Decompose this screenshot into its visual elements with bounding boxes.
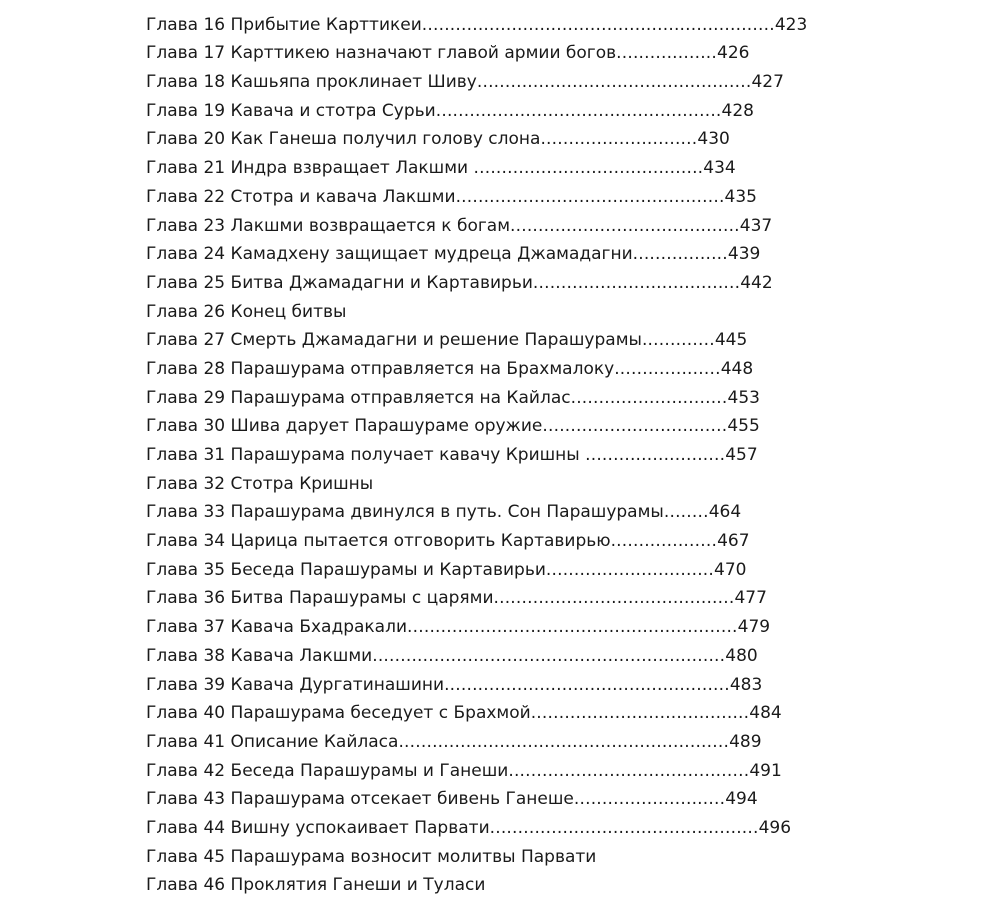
toc-entry-page: 470 [714, 559, 747, 580]
toc-entry [146, 785, 946, 814]
toc-entry [146, 441, 946, 470]
toc-entry-title: Глава 39 Кавача Дургатинашини [146, 674, 445, 695]
toc-entry-page: 430 [697, 129, 730, 150]
toc-entry [146, 269, 946, 298]
toc-entry [146, 384, 946, 413]
toc-entry-page: 457 [725, 445, 758, 465]
toc-entry-page: 448 [720, 358, 754, 379]
toc-entry-title: Глава 16 Прибытие Карттикеи [146, 14, 422, 35]
toc-entry [146, 326, 946, 355]
toc-entry [146, 498, 946, 527]
toc-entry-title: Глава 37 Кавача Бхадракали [146, 617, 408, 638]
toc-entry-page: 428 [721, 100, 754, 121]
toc-entry-leader: ........................................................... [407, 617, 738, 638]
toc-entry-title: Глава 31 Парашурама получает кавачу Кришны [146, 445, 586, 465]
toc-entry-page: 442 [740, 272, 773, 293]
toc-entry [146, 728, 946, 757]
toc-entry-title: Глава 27 Смерть Джамадагни и решение Парашурамы [146, 330, 642, 351]
toc-entry-leader: ................................................... [435, 100, 722, 121]
toc-entry [146, 97, 946, 126]
toc-entry-title: Глава 19 Кавача и стотра Сурьи [146, 100, 436, 121]
table-of-contents [146, 0, 946, 900]
toc-entry-leader: ................................................. [476, 72, 752, 93]
toc-entry [146, 11, 946, 40]
toc-entry-page: 437 [739, 215, 773, 236]
toc-entry-leader: ................................................ [489, 817, 759, 838]
toc-entry [146, 527, 946, 556]
toc-entry [146, 584, 946, 613]
toc-entry-leader: ................................................... [444, 674, 730, 695]
toc-entry [146, 39, 946, 68]
toc-entry-title: Глава 17 Карттикею назначают главой армии богов [146, 43, 617, 64]
toc-entry [146, 298, 946, 327]
toc-entry-page: 453 [727, 387, 760, 408]
toc-entry-leader: ................................................ [455, 186, 725, 207]
toc-entry-leader: ....................................... [530, 703, 750, 724]
toc-entry [146, 814, 946, 843]
toc-entry-title: Глава 36 Битва Парашурамы с царями [146, 588, 494, 609]
toc-entry-leader: ........................................... [508, 760, 750, 781]
toc-entry-page: 423 [774, 14, 808, 35]
toc-entry [146, 68, 946, 97]
toc-entry [146, 412, 946, 441]
toc-entry-page: 464 [708, 502, 742, 523]
toc-entry [146, 613, 946, 642]
toc-entry [146, 470, 946, 499]
toc-entry-title: Глава 44 Вишну успокаивает Парвати [146, 817, 490, 838]
toc-entry-title: Глава 43 Парашурама отсекает бивень Ганеше [146, 789, 574, 810]
toc-entry-title: Глава 40 Парашурама беседует с Брахмой [146, 703, 531, 724]
toc-entry [146, 871, 946, 900]
toc-entry-title: Глава 21 Индра взвращает Лакшми [146, 158, 474, 179]
toc-entry-title: Глава 45 Парашурама возносит молитвы Парвати [146, 846, 597, 867]
toc-entry-title: Глава 33 Парашурама двинулся в путь. Сон Парашурамы [146, 502, 664, 523]
toc-entry [146, 671, 946, 700]
toc-entry-page: 434 [703, 158, 736, 179]
toc-entry-title: Глава 25 Битва Джамадагни и Картавирьи [146, 272, 533, 293]
toc-entry-leader: ........................... [573, 789, 726, 810]
toc-entry-page: 480 [725, 645, 758, 666]
toc-entry-leader: .............................. [545, 559, 715, 580]
toc-entry-page: 467 [717, 531, 750, 552]
toc-entry-title: Глава 23 Лакшми возвращается к богам [146, 215, 511, 236]
toc-entry-title: Глава 46 Проклятия Ганеши и Туласи [146, 875, 486, 896]
toc-entry-leader: ........................................................... [398, 731, 730, 752]
toc-entry-page: 435 [724, 186, 757, 207]
toc-entry-title: Глава 42 Беседа Парашурамы и Ганеши [146, 760, 509, 781]
toc-entry-page: 455 [727, 416, 760, 437]
toc-entry-leader: ............................ [540, 129, 698, 150]
toc-entry-leader: .................. [616, 43, 718, 64]
toc-entry-title: Глава 35 Беседа Парашурамы и Картавирьи [146, 559, 546, 580]
toc-entry-page: 479 [737, 617, 771, 638]
toc-entry-leader: ................. [632, 244, 728, 265]
toc-entry-page: 484 [749, 703, 782, 724]
toc-entry-page: 427 [751, 72, 784, 93]
toc-entry [146, 212, 946, 241]
toc-entry-leader: ......................... [585, 445, 726, 465]
toc-entry [146, 154, 946, 183]
toc-entry-leader: ............................................................... [372, 645, 726, 666]
toc-entry-leader: ................................. [542, 416, 728, 437]
toc-entry-title: Глава 26 Конец битвы [146, 301, 347, 322]
toc-entry [146, 183, 946, 212]
toc-entry [146, 699, 946, 728]
toc-entry-page: 445 [714, 330, 748, 351]
toc-entry [146, 355, 946, 384]
toc-entry [146, 125, 946, 154]
toc-entry-title: Глава 41 Описание Кайласа [146, 731, 399, 752]
toc-entry [146, 240, 946, 269]
toc-entry [146, 642, 946, 671]
toc-entry-leader: ......................................... [473, 158, 704, 179]
toc-entry [146, 843, 946, 872]
toc-entry-title: Глава 18 Кашьяпа проклинает Шиву [146, 72, 477, 93]
toc-entry [146, 556, 946, 585]
toc-entry-title: Глава 22 Стотра и кавача Лакшми [146, 186, 456, 207]
toc-entry [146, 0, 946, 11]
toc-entry-title: Глава 28 Парашурама отправляется на Брахмалоку [146, 358, 615, 379]
toc-entry-leader: ......................................... [510, 215, 740, 236]
toc-entry-leader: ............................ [570, 387, 728, 408]
toc-entry-title: Глава 38 Кавача Лакшми [146, 645, 373, 666]
toc-entry-leader: ................... [610, 531, 718, 552]
toc-entry-page: 483 [729, 674, 763, 695]
toc-entry-title: Глава 30 Шива дарует Парашураме оружие [146, 416, 543, 437]
toc-entry-title: Глава 24 Камадхену защищает мудреца Джамадагни [146, 244, 633, 265]
toc-entry-title: Глава 20 Как Ганеша получил голову слона [146, 129, 541, 150]
toc-entry-leader: ............. [641, 330, 715, 351]
toc-entry-leader: ........ [663, 502, 709, 523]
toc-entry-page: 489 [729, 731, 762, 752]
toc-entry [146, 757, 946, 786]
toc-entry-leader: ................... [614, 358, 721, 379]
toc-entry-page: 494 [725, 789, 758, 810]
toc-entry-leader: ........................................... [493, 588, 735, 609]
toc-entry-page: 426 [717, 43, 750, 64]
toc-entry-title: Глава 32 Стотра Кришны [146, 473, 374, 494]
toc-entry-leader: ..................................... [532, 272, 741, 293]
toc-entry-title: Глава 29 Парашурама отправляется на Кайлас [146, 387, 571, 408]
toc-entry-page: 477 [734, 588, 767, 609]
toc-entry-page: 496 [758, 817, 792, 838]
toc-entry-leader: ............................................................... [421, 14, 775, 35]
toc-entry-page: 491 [749, 760, 782, 781]
toc-entry-page: 439 [727, 244, 761, 265]
toc-entry-title: Глава 34 Царица пытается отговорить Картавирью [146, 531, 611, 552]
